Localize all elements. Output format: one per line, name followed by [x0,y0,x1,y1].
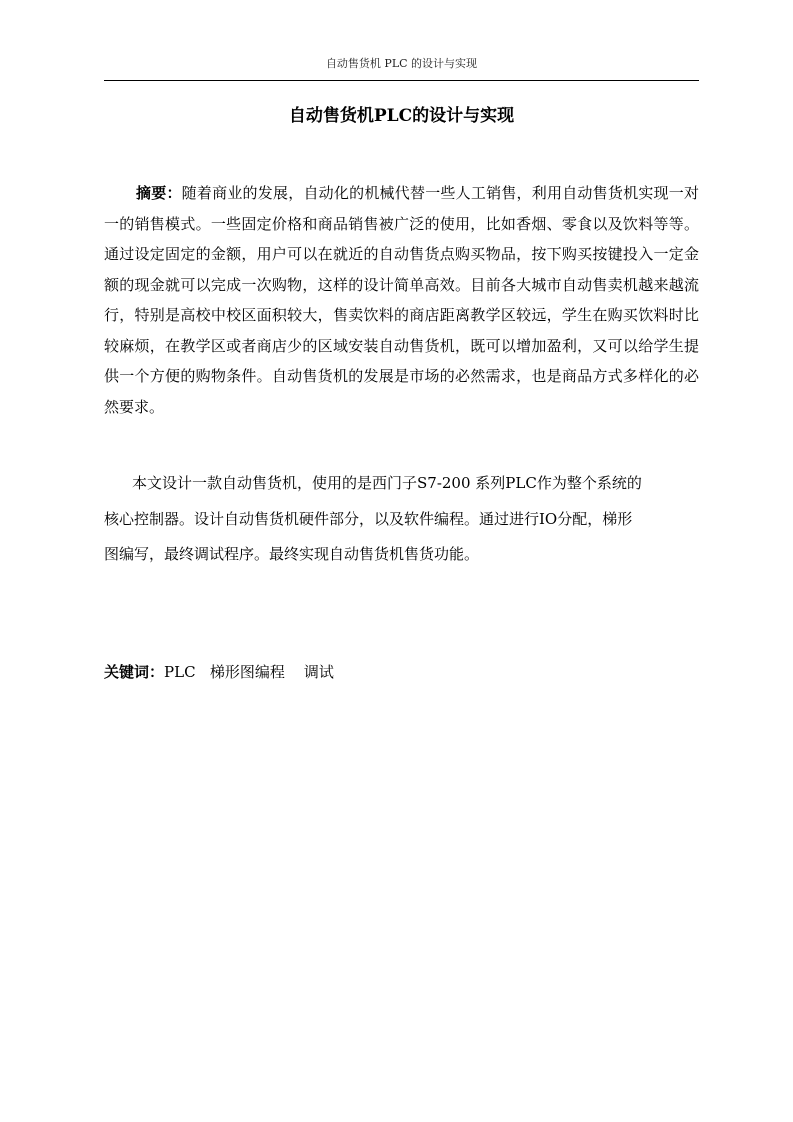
abstract-text: 随着商业的发展，自动化的机械代替一些人工销售，利用自动售货机实现一对一的销售模式。一些固定价格和商品销售被广泛的使用，比如香烟、零食以及饮料等等。通过设定固定的金额，用户可以在就近的自动售货点购买物品，按下购买按键投入一定金额的现金就可以完成一次购物，这样的设计简单高效。目前各大城市自动售卖机越来越流行，特别是高校中校区面积较大，售卖饮料的商店距离教学区较远，学生在购买饮料时比较麻烦，在教学区或者商店少的区域安装自动售货机，既可以增加盈利，又可以给学生提供一个方便的购物条件。自动售货机的发展是市场的必然需求，也是商品方式多样化的必然要求。 [104,184,699,416]
keywords-text: PLC 梯形图编程 调试 [164,663,334,681]
abstract-label: 摘要： [136,184,182,202]
header-divider [104,80,699,81]
keywords-line [104,657,699,687]
body-line: 图编写，最终调试程序。最终实现自动售货机售货功能。 [104,545,480,563]
running-header: 自动售货机 PLC 的设计与实现 [325,57,478,70]
document-title: 自动售货机PLC的设计与实现 [288,106,515,126]
body-paragraph [104,466,699,573]
abstract-paragraph [104,178,699,422]
keywords-label: 关键词： [104,663,165,681]
body-line: 本文设计一款自动售货机，使用的是西门子S7-200 系列PLC作为整个系统的 [132,474,642,492]
body-line: 核心控制器。设计自动售货机硬件部分，以及软件编程。通过进行IO分配，梯形 [104,509,633,528]
